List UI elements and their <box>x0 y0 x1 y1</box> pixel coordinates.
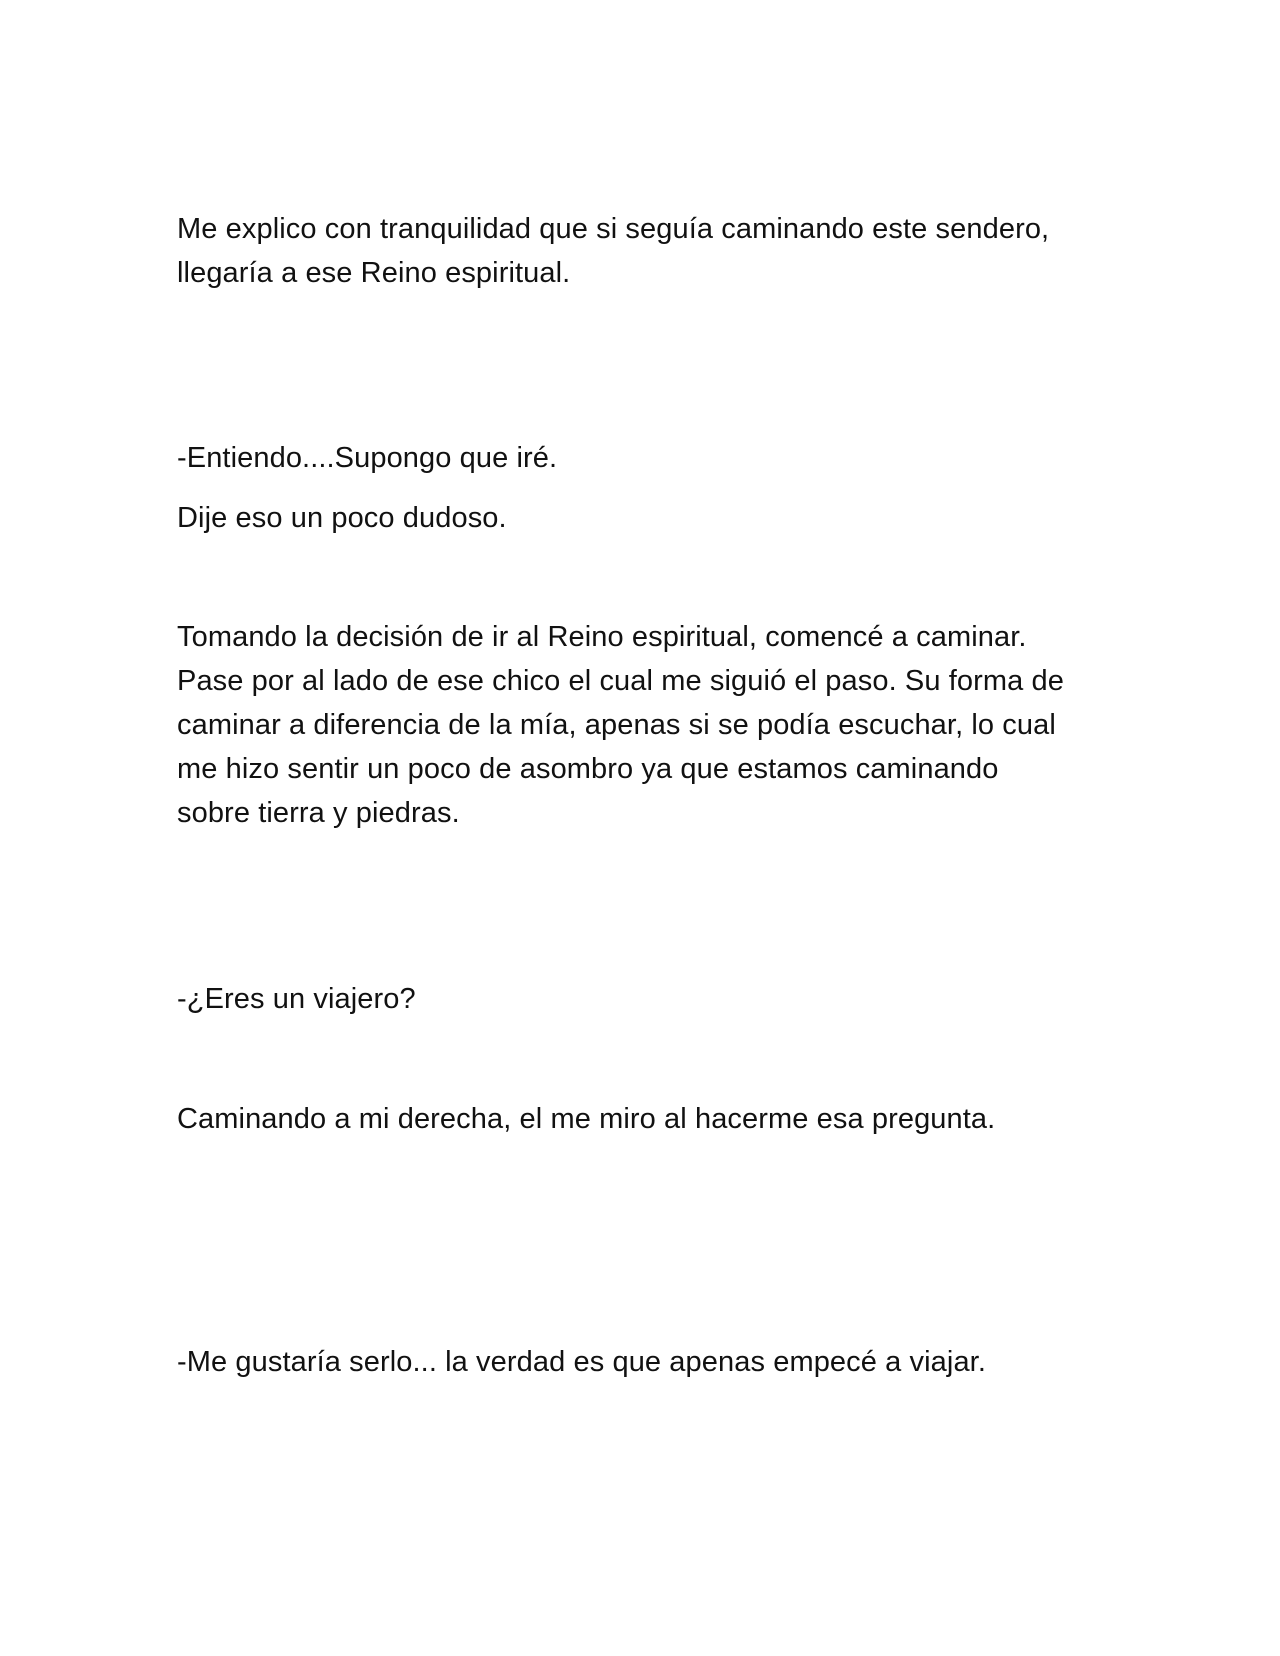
text-line: llegaría a ese Reino espiritual. <box>177 257 571 289</box>
paragraph-4 <box>177 1097 1107 1141</box>
text-line: Dije eso un poco dudoso. <box>177 502 507 534</box>
text-line: Me explico con tranquilidad que si seguía caminando este sendero, <box>177 213 1050 245</box>
text-line: sobre tierra y piedras. <box>177 797 460 829</box>
text-line: -¿Eres un viajero? <box>177 983 416 1015</box>
text-line: Caminando a mi derecha, el me miro al hacerme esa pregunta. <box>177 1103 996 1135</box>
text-line: me hizo sentir un poco de asombro ya que estamos caminando <box>177 753 999 785</box>
paragraph-3 <box>177 615 1107 835</box>
paragraph-2 <box>177 496 1107 540</box>
text-line: caminar a diferencia de la mía, apenas si se podía escuchar, lo cual <box>177 709 1056 741</box>
paragraph-1 <box>177 207 1107 295</box>
text-line: Tomando la decisión de ir al Reino espiritual, comencé a caminar. <box>177 621 1027 653</box>
dialogue-line-2 <box>177 977 1107 1021</box>
text-line: -Entiendo....Supongo que iré. <box>177 442 558 474</box>
dialogue-line-3 <box>177 1340 1107 1384</box>
text-line: Pase por al lado de ese chico el cual me siguió el paso. Su forma de <box>177 665 1064 697</box>
dialogue-line-1 <box>177 436 1107 480</box>
text-line: -Me gustaría serlo... la verdad es que apenas empecé a viajar. <box>177 1346 986 1378</box>
